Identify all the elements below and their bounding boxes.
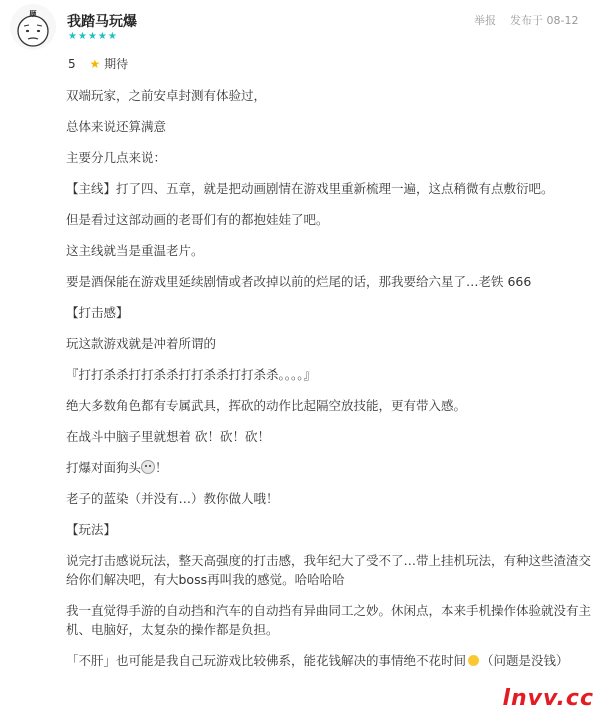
last-text: 「不肝」也可能是我自己玩游戏比较佛系，能花钱解决的事情绝不花时间 [66,653,467,668]
score-value: 5 [68,57,76,71]
paragraph: 要是酒保能在游戏里延续剧情或者改掉以前的烂尾的话，那我要给六星了…老铁 666 [66,274,532,289]
paragraph: 这主线就当是重温老片。 [66,243,204,258]
star-gold-icon: ★ [89,57,101,71]
last-aside: （问题是没钱） [481,653,569,668]
star-icon: ★ [97,31,108,42]
star-icon: ★ [68,31,78,42]
star-icon: ★ [87,31,98,42]
paragraph: 绝大多数角色都有专属武具，挥砍的动作比起隔空放技能，更有带入感。 [66,398,467,413]
laugh-emoji-icon [468,655,479,666]
watermark: lnvv.cc [502,686,594,711]
rating-summary [68,55,128,72]
paragraph: 玩这款游戏就是冲着所谓的 [66,336,217,351]
paragraph: 老子的蓝染（并没有…）教你做人哦！ [66,491,279,506]
avatar-label: 顾 [29,10,37,18]
paragraph: 在战斗中脑子里就想着 砍！砍！砍！ [66,429,270,444]
paragraph: 我一直觉得手游的自动挡和汽车的自动挡有异曲同工之妙。休闲点，本来手机操作体验就没有主机、电脑好，太复杂的操作都是负担。 [66,603,592,637]
section-heading: 【打击感】 [66,305,129,320]
review-body [66,86,594,682]
paragraph-last [66,651,594,670]
paragraph: 【主线】打了四、五章，就是把动画剧情在游戏里重新梳理一遍，这点稍微有点敷衍吧。 [66,181,554,196]
dog-emoji-icon [141,460,155,474]
star-icon: ★ [107,31,118,42]
paragraph: 说完打击感说玩法，整天高强度的打击感，我年纪大了受不了…带上挂机玩法，有种这些渣渣交给你们解决吧，有大boss再叫我的感觉。哈哈哈哈 [66,553,592,587]
star-icon: ★ [77,31,88,42]
dog-text: 打爆对面狗头 [66,460,142,475]
star-rating [68,31,118,43]
exclaim-text: ！ [155,460,168,475]
username[interactable]: 我踏马玩爆 [67,14,137,30]
section-heading: 【玩法】 [66,522,117,537]
paragraph: 主要分几点来说： [66,150,167,165]
paragraph: 总体来说还算满意 [66,119,167,134]
paragraph-dog [66,458,594,477]
avatar-face-icon [10,4,56,50]
paragraph: 但是看过这部动画的老哥们有的都抱娃娃了吧。 [66,212,329,227]
status-label: 期待 [104,57,129,71]
avatar[interactable] [10,4,56,50]
paragraph: 双端玩家，之前安卓封测有体验过， [66,88,267,103]
publish-date: 发布于 08-12 [510,14,579,27]
report-link[interactable]: 举报 [474,14,496,27]
paragraph: 『打打杀杀打打杀杀打打杀杀打打杀杀。。。。』 [66,367,317,382]
